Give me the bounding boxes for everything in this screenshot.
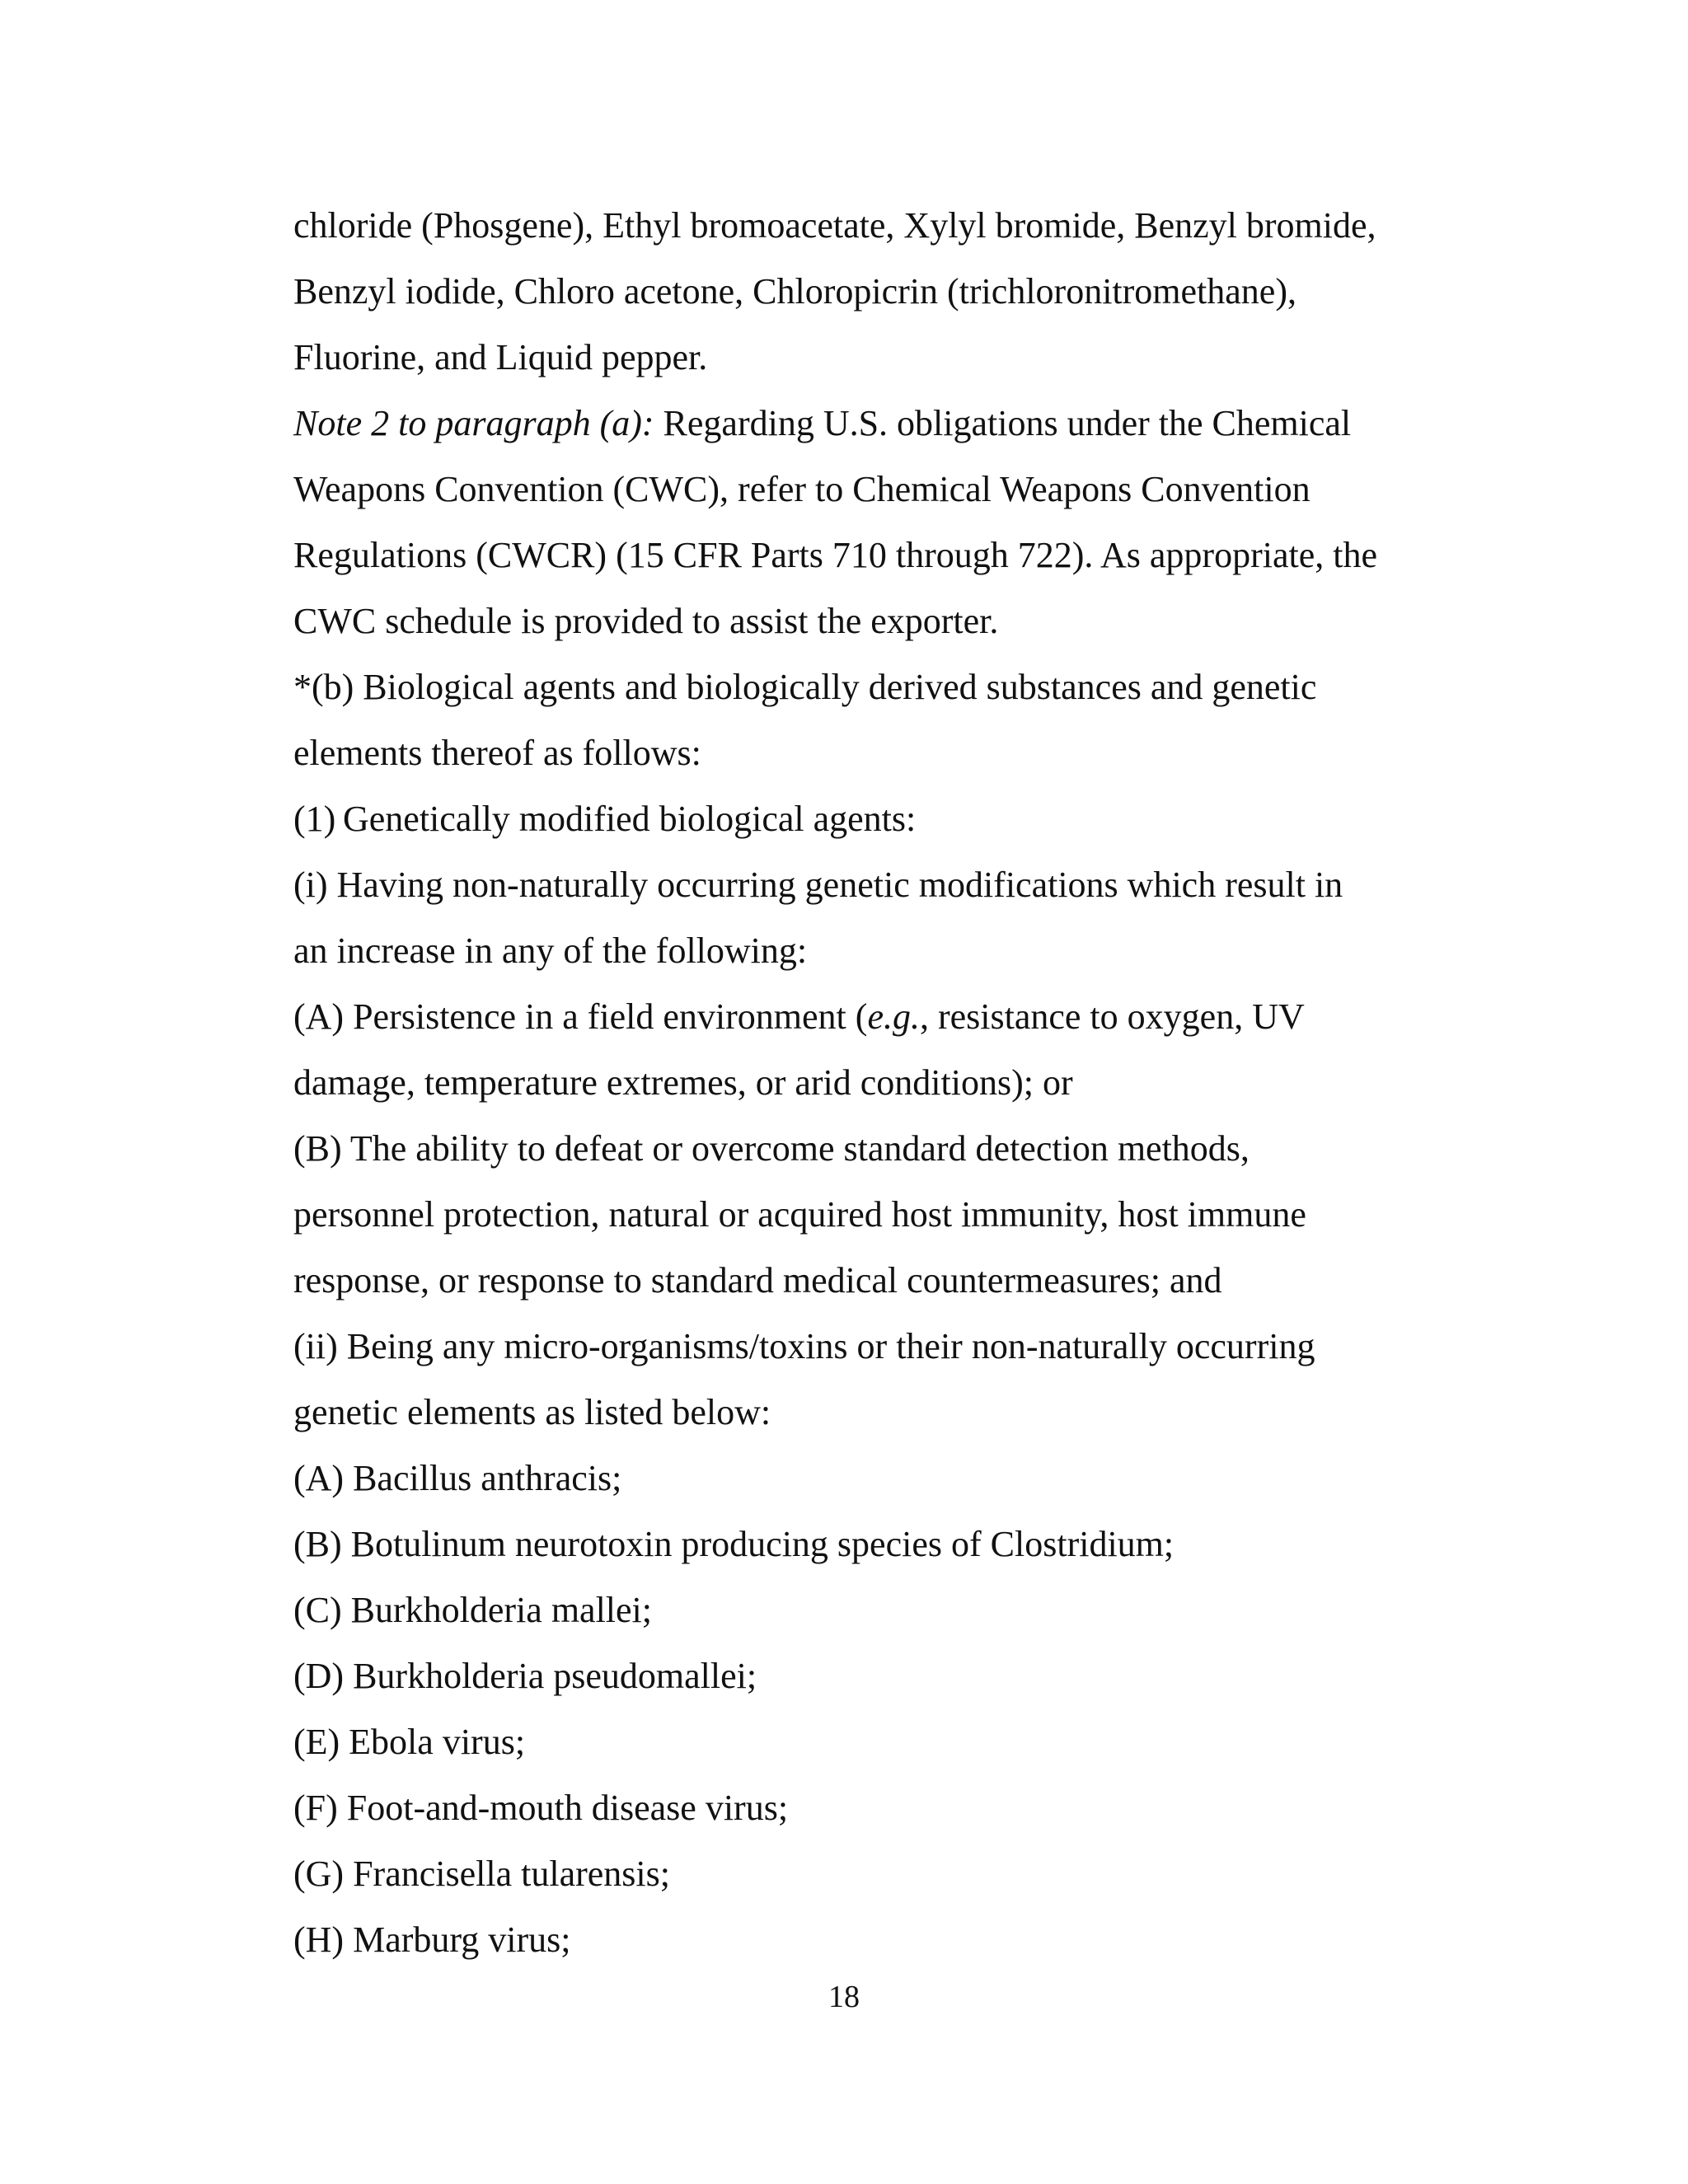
note-2-label: Note 2 to paragraph (a): bbox=[293, 403, 654, 443]
paragraph-b-heading: *(b) Biological agents and biologically derived substances and genetic bbox=[293, 667, 1317, 707]
agent-list-item: (G) Francisella tularensis; bbox=[293, 1854, 670, 1894]
note-2-text: Regarding U.S. obligations under the Chemical bbox=[663, 403, 1352, 443]
agent-list-item: (C) Burkholderia mallei; bbox=[293, 1590, 652, 1630]
item-a-eg: e.g. bbox=[867, 996, 920, 1037]
text-line: Fluorine, and Liquid pepper. bbox=[293, 337, 708, 377]
item-1-text: Genetically modified biological agents: bbox=[343, 799, 917, 839]
item-a bbox=[293, 984, 1447, 1050]
item-i: (i) Having non-naturally occurring genetic modifications which result in bbox=[293, 865, 1343, 905]
agent-list-item: (F) Foot-and-mouth disease virus; bbox=[293, 1788, 789, 1828]
item-1-label: (1) bbox=[293, 799, 336, 839]
agent-list-item: (E) Ebola virus; bbox=[293, 1722, 526, 1762]
agent-list-item: (H) Marburg virus; bbox=[293, 1919, 571, 1960]
text-line: chloride (Phosgene), Ethyl bromoacetate, Xylyl bromide, Benzyl bromide, bbox=[293, 205, 1376, 246]
text-line: Benzyl iodide, Chloro acetone, Chloropicrin (trichloronitromethane), bbox=[293, 271, 1296, 312]
agent-list-item: (B) Botulinum neurotoxin producing species of Clostridium; bbox=[293, 1524, 1175, 1564]
text-line: response, or response to standard medical countermeasures; and bbox=[293, 1260, 1222, 1301]
item-1 bbox=[293, 786, 1447, 852]
text-line: genetic elements as listed below: bbox=[293, 1392, 771, 1432]
text-line: damage, temperature extremes, or arid conditions); or bbox=[293, 1062, 1073, 1103]
text-line: elements thereof as follows: bbox=[293, 733, 701, 773]
item-a-text-end: , resistance to oxygen, UV bbox=[919, 996, 1305, 1037]
agent-list-item: (D) Burkholderia pseudomallei; bbox=[293, 1656, 757, 1696]
text-line: personnel protection, natural or acquired host immunity, host immune bbox=[293, 1194, 1306, 1235]
item-ii: (ii) Being any micro-organisms/toxins or their non-naturally occurring bbox=[293, 1326, 1315, 1366]
agent-list-item: (A) Bacillus anthracis; bbox=[293, 1458, 622, 1498]
item-a-text-start: (A) Persistence in a field environment ( bbox=[293, 996, 868, 1037]
item-b: (B) The ability to defeat or overcome standard detection methods, bbox=[293, 1128, 1250, 1169]
note-2-first-line bbox=[293, 391, 1447, 457]
text-line: an increase in any of the following: bbox=[293, 930, 808, 971]
page-number: 18 bbox=[828, 1980, 860, 2014]
text-line: CWC schedule is provided to assist the exporter. bbox=[293, 601, 999, 641]
text-line: Weapons Convention (CWC), refer to Chemical Weapons Convention bbox=[293, 469, 1311, 509]
text-line: Regulations (CWCR) (15 CFR Parts 710 through 722). As appropriate, the bbox=[293, 535, 1377, 575]
document-body bbox=[293, 193, 1447, 1973]
